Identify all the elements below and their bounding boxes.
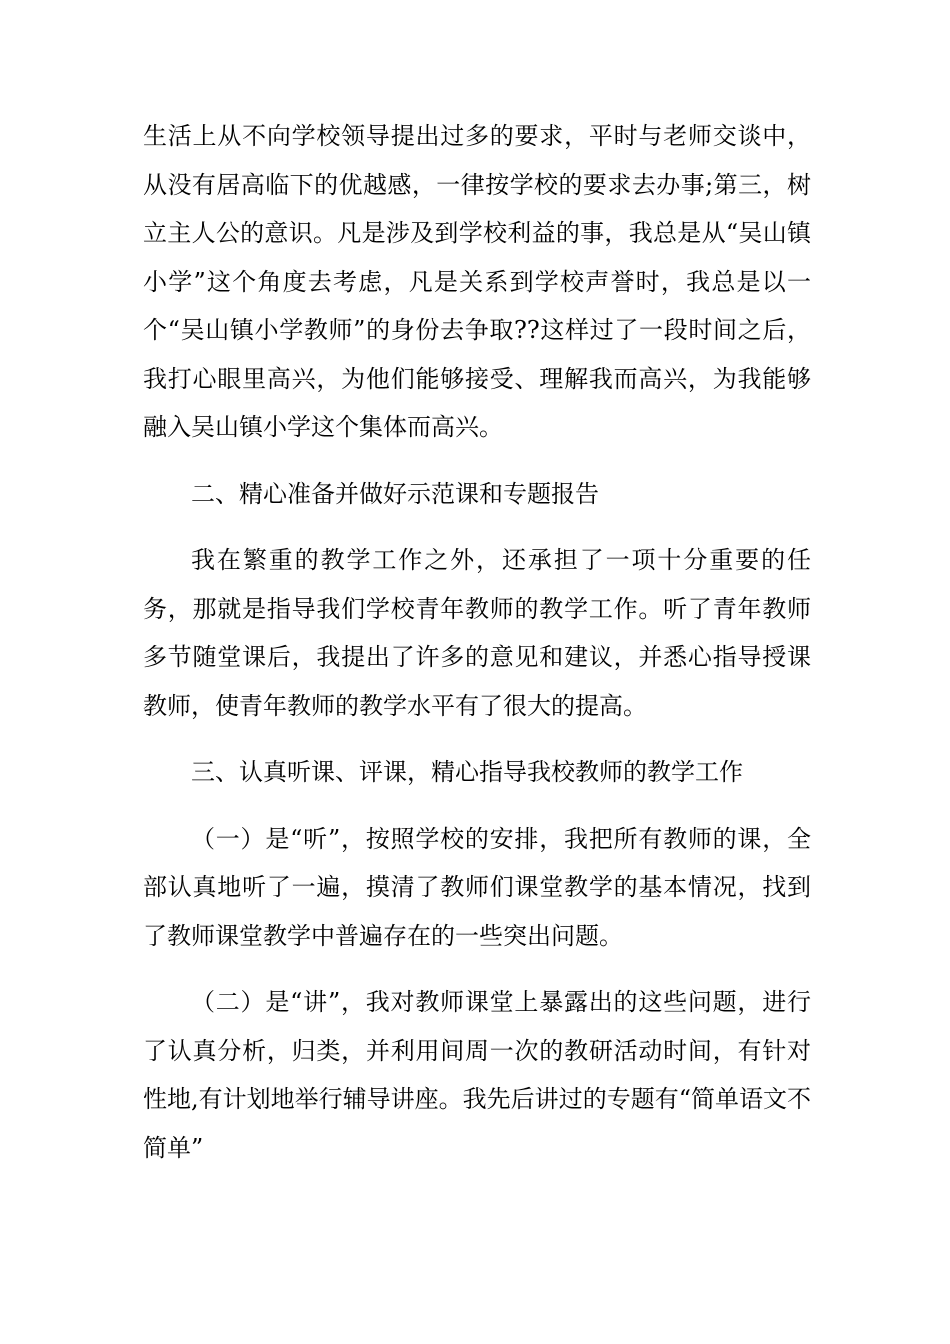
paragraph-continuation: 生活上从不向学校领导提出过多的要求，平时与老师交谈中，从没有居高临下的优越感，一律按学校的要求去办事;第三，树立主人公的意识。凡是涉及到学校利益的事，我总是从“吴山镇小学”这个角度去考虑，凡是关系到学校声誉时，我总是以一个“吴山镇小学教师”的身份去争取??这样过了一段时间之后，我打心眼里高兴，为他们能够接受、理解我而高兴，为我能够融入吴山镇小学这个集体而高兴。 <box>143 122 811 441</box>
section-heading-2: 二、精心准备并做好示范课和专题报告 <box>191 479 599 508</box>
document-body <box>143 112 811 1190</box>
paragraph-listen: （一）是“听”，按照学校的安排，我把所有教师的课，全部认真地听了一遍，摸清了教师们课堂教学的基本情况，找到了教师课堂教学中普遍存在的一些突出问题。 <box>143 824 811 950</box>
paragraph-section-2: 我在繁重的教学工作之外，还承担了一项十分重要的任务，那就是指导我们学校青年教师的教学工作。听了青年教师多节随堂课后，我提出了许多的意见和建议，并悉心指导授课教师，使青年教师的教学水平有了很大的提高。 <box>143 546 811 720</box>
paragraph-lecture: （二）是“讲”，我对教师课堂上暴露出的这些问题，进行了认真分析，归类，并利用间周一次的教研活动时间，有针对性地,有计划地举行辅导讲座。我先后讲过的专题有“简单语文不简单” <box>143 988 811 1162</box>
section-heading-3: 三、认真听课、评课，精心指导我校教师的教学工作 <box>191 758 743 786</box>
